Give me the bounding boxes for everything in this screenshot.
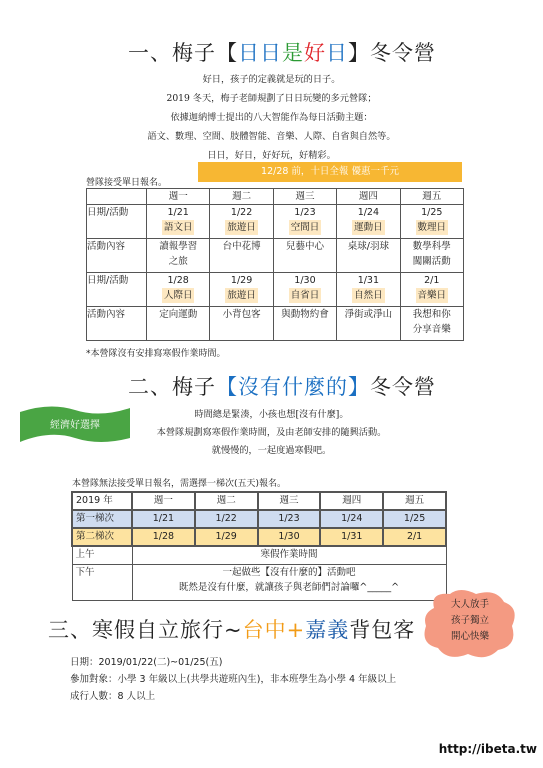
intro-line: 2019 冬天，梅子老師規劃了日日玩變的多元營隊； (166, 93, 377, 104)
table-cell: 1/23 空間日 (273, 205, 336, 239)
row-label: 下午 (72, 564, 132, 600)
section2-schedule-table (71, 491, 447, 601)
intro-line: 本營隊規劃寫寒假作業時間，及由老師安排的隨興活動。 (156, 427, 387, 438)
table-cell: 1/31 自然日 (337, 273, 400, 307)
intro-line: 日日，好日，好好玩，好精彩。 (207, 150, 336, 161)
table-cell: 1/30 自省日 (273, 273, 336, 307)
table-cell: 數學科學 闖關活動 (400, 239, 463, 273)
table-header-cell: 週一 (132, 492, 195, 510)
table-header-cell (87, 189, 147, 205)
table-header-cell: 週三 (258, 492, 321, 510)
speech-bubble (420, 588, 520, 660)
table-cell: 一起做些【沒有什麼的】活動吧 既然是沒有什麼，就讓孩子與老師們討論囉^_____^ (132, 564, 446, 600)
section3-details (70, 654, 396, 705)
section1-schedule-table (86, 188, 464, 341)
table-cell: 讀報學習 之旅 (147, 239, 210, 273)
table-header-cell: 週一 (147, 189, 210, 205)
table-header-cell: 週五 (400, 189, 463, 205)
table-cell: 我想和你 分享音樂 (400, 307, 463, 341)
table-header-row (87, 189, 464, 205)
table-cell: 定向運動 (147, 307, 210, 341)
bubble-text: 大人放手 孩子獨立 開心快樂 (450, 599, 489, 642)
row-label: 日期/活動 (87, 273, 147, 307)
detail-line: 成行人數：8 人以上 (70, 691, 156, 702)
table-cell: 1/22 (195, 510, 258, 528)
table-header-row (72, 492, 446, 510)
section2-intro (0, 406, 543, 460)
batch1-row (72, 510, 446, 528)
section1-title: 一、梅子【日日是好日】冬令營 (128, 41, 436, 65)
table-cell: 兒藝中心 (273, 239, 336, 273)
table-cell: 1/31 (320, 528, 383, 546)
row-label: 第一梯次 (72, 510, 132, 528)
table-cell: 1/30 (258, 528, 321, 546)
section2-note: 本營隊無法接受單日報名，需選擇一梯次(五天)報名。 (72, 479, 287, 489)
table-header-cell: 週四 (320, 492, 383, 510)
table-header-cell: 週四 (337, 189, 400, 205)
table-cell: 桌球/羽球 (337, 239, 400, 273)
table-cell: 1/24 運動日 (337, 205, 400, 239)
table-cell: 台中花博 (210, 239, 273, 273)
table-cell: 1/28 人際日 (147, 273, 210, 307)
section1-intro (0, 70, 543, 165)
table-header-cell: 週二 (210, 189, 273, 205)
intro-line: 語文、數理、空間、肢體智能、音樂、人際、自省與自然等。 (147, 131, 396, 142)
table-header-cell: 週二 (195, 492, 258, 510)
row-label: 第二梯次 (72, 528, 132, 546)
table-row (72, 564, 446, 600)
section1-footnote: *本營隊沒有安排寫寒假作業時間。 (86, 349, 226, 359)
intro-line: 時間總是緊湊，小孩也想[沒有什麼]。 (194, 409, 349, 420)
table-cell: 1/29 旅遊日 (210, 273, 273, 307)
table-cell: 寒假作業時間 (132, 546, 446, 564)
banner-label: 經濟好選擇 (50, 420, 100, 431)
table-row (87, 239, 464, 273)
section1-note: 營隊接受單日報名。 (86, 178, 168, 188)
table-header-cell: 週五 (383, 492, 446, 510)
row-label: 活動內容 (87, 239, 147, 273)
table-row (72, 546, 446, 564)
row-label: 活動內容 (87, 307, 147, 341)
table-cell: 1/21 (132, 510, 195, 528)
table-cell: 2/1 音樂日 (400, 273, 463, 307)
watermark: http://ibeta.tw (438, 742, 537, 756)
table-cell: 1/29 (195, 528, 258, 546)
section2-title: 二、梅子【沒有什麼的】冬令營 (128, 375, 436, 399)
promo-banner: 12/28 前，十日全報 優惠一千元 (198, 162, 462, 182)
table-header-cell: 2019 年 (72, 492, 132, 510)
table-cell: 1/28 (132, 528, 195, 546)
section3-title: 三、寒假自立旅行~台中+嘉義背包客 (48, 618, 416, 642)
table-cell: 1/25 (383, 510, 446, 528)
table-cell: 1/22 旅遊日 (210, 205, 273, 239)
table-cell: 1/24 (320, 510, 383, 528)
table-row (87, 273, 464, 307)
intro-line: 依據迦納博士提出的八大智能作為每日活動主題： (170, 112, 373, 123)
table-cell: 小背包客 (210, 307, 273, 341)
detail-line: 參加對象：小學 3 年級以上(共學共遊班內生)，非本班學生為小學 4 年級以上 (70, 674, 397, 685)
table-cell: 1/25 數理日 (400, 205, 463, 239)
row-label: 上午 (72, 546, 132, 564)
table-cell: 與動物約會 (273, 307, 336, 341)
row-label: 日期/活動 (87, 205, 147, 239)
table-cell: 1/21 語文日 (147, 205, 210, 239)
table-cell: 1/23 (258, 510, 321, 528)
intro-line: 就慢慢的，一起度過寒假吧。 (211, 445, 332, 456)
batch2-row (72, 528, 446, 546)
table-row (87, 205, 464, 239)
intro-line: 好日，孩子的定義就是玩的日子。 (202, 74, 341, 85)
table-header-cell: 週三 (273, 189, 336, 205)
table-row (87, 307, 464, 341)
detail-line: 日期：2019/01/22(二)~01/25(五) (70, 657, 223, 668)
table-cell: 2/1 (383, 528, 446, 546)
table-cell: 淨街或淨山 (337, 307, 400, 341)
